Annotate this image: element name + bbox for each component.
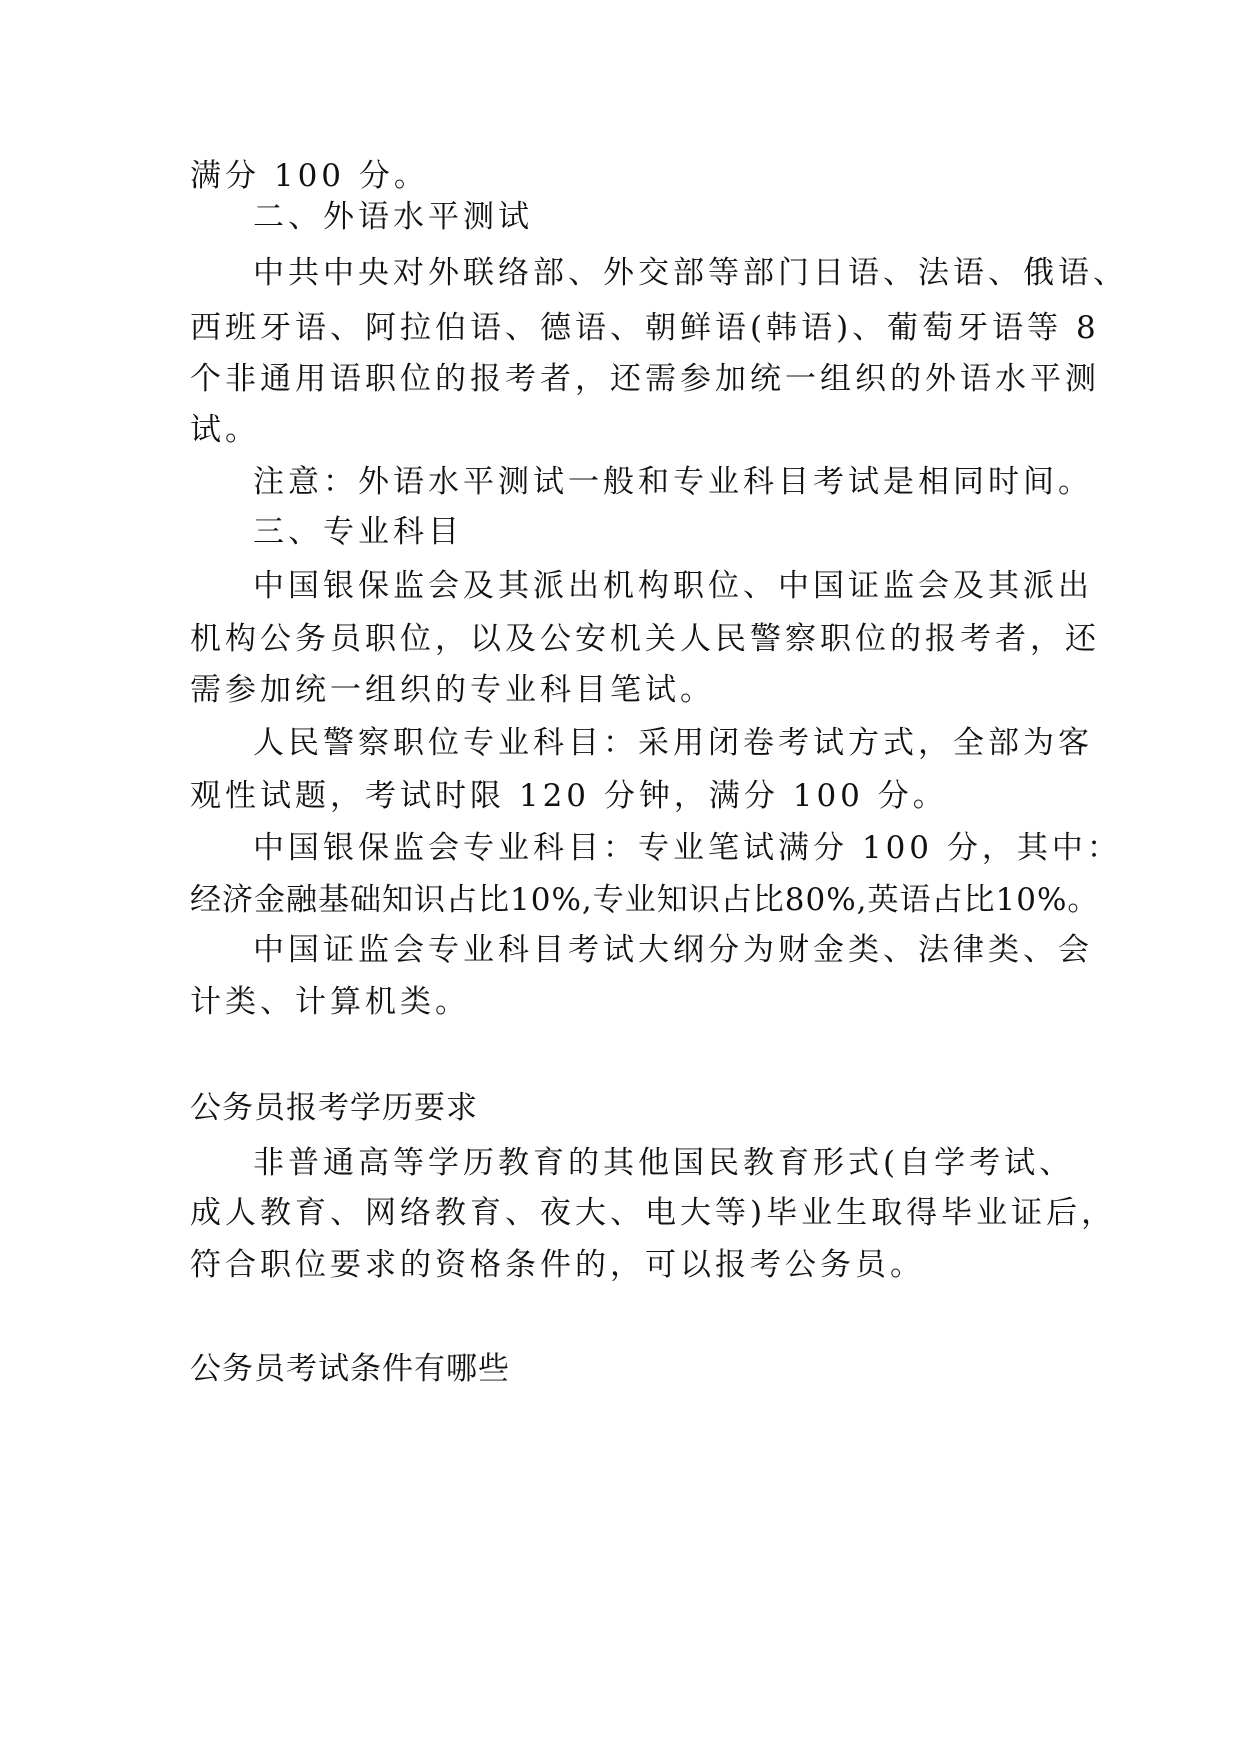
section-title: 公务员考试条件有哪些: [190, 1351, 510, 1387]
note-line: 注意：外语水平测试一般和专业科目考试是相同时间。: [253, 464, 1093, 500]
paragraph-line: 计类、计算机类。: [190, 984, 470, 1020]
paragraph-line: 试。: [190, 412, 260, 448]
paragraph-line: 个非通用语职位的报考者，还需参加统一组织的外语水平测: [190, 361, 1100, 397]
paragraph-line: 经济金融基础知识占比10%,专业知识占比80%,英语占比10%。: [190, 882, 1100, 918]
paragraph-line: 满分 100 分。: [190, 158, 429, 194]
section-heading: 二、外语水平测试: [253, 199, 533, 235]
paragraph-line: 符合职位要求的资格条件的，可以报考公务员。: [190, 1247, 925, 1283]
paragraph-line: 成人教育、网络教育、夜大、电大等)毕业生取得毕业证后，: [190, 1195, 1117, 1231]
paragraph-line: 中国银保监会专业科目：专业笔试满分 100 分，其中：: [253, 830, 1122, 866]
section-title: 公务员报考学历要求: [190, 1090, 478, 1126]
paragraph-line: 西班牙语、阿拉伯语、德语、朝鲜语(韩语)、葡萄牙语等 8: [190, 310, 1100, 346]
paragraph-line: 人民警察职位专业科目：采用闭卷考试方式，全部为客: [253, 725, 1093, 761]
paragraph-line: 中共中央对外联络部、外交部等部门日语、法语、俄语、: [253, 255, 1128, 291]
paragraph-line: 中国银保监会及其派出机构职位、中国证监会及其派出: [253, 568, 1093, 604]
paragraph-line: 非普通高等学历教育的其他国民教育形式(自学考试、: [253, 1145, 1075, 1181]
paragraph-line: 观性试题，考试时限 120 分钟，满分 100 分。: [190, 778, 948, 814]
paragraph-line: 机构公务员职位，以及公安机关人民警察职位的报考者，还: [190, 621, 1100, 657]
paragraph-line: 需参加统一组织的专业科目笔试。: [190, 672, 715, 708]
section-heading: 三、专业科目: [253, 514, 463, 550]
paragraph-line: 中国证监会专业科目考试大纲分为财金类、法律类、会: [253, 932, 1093, 968]
